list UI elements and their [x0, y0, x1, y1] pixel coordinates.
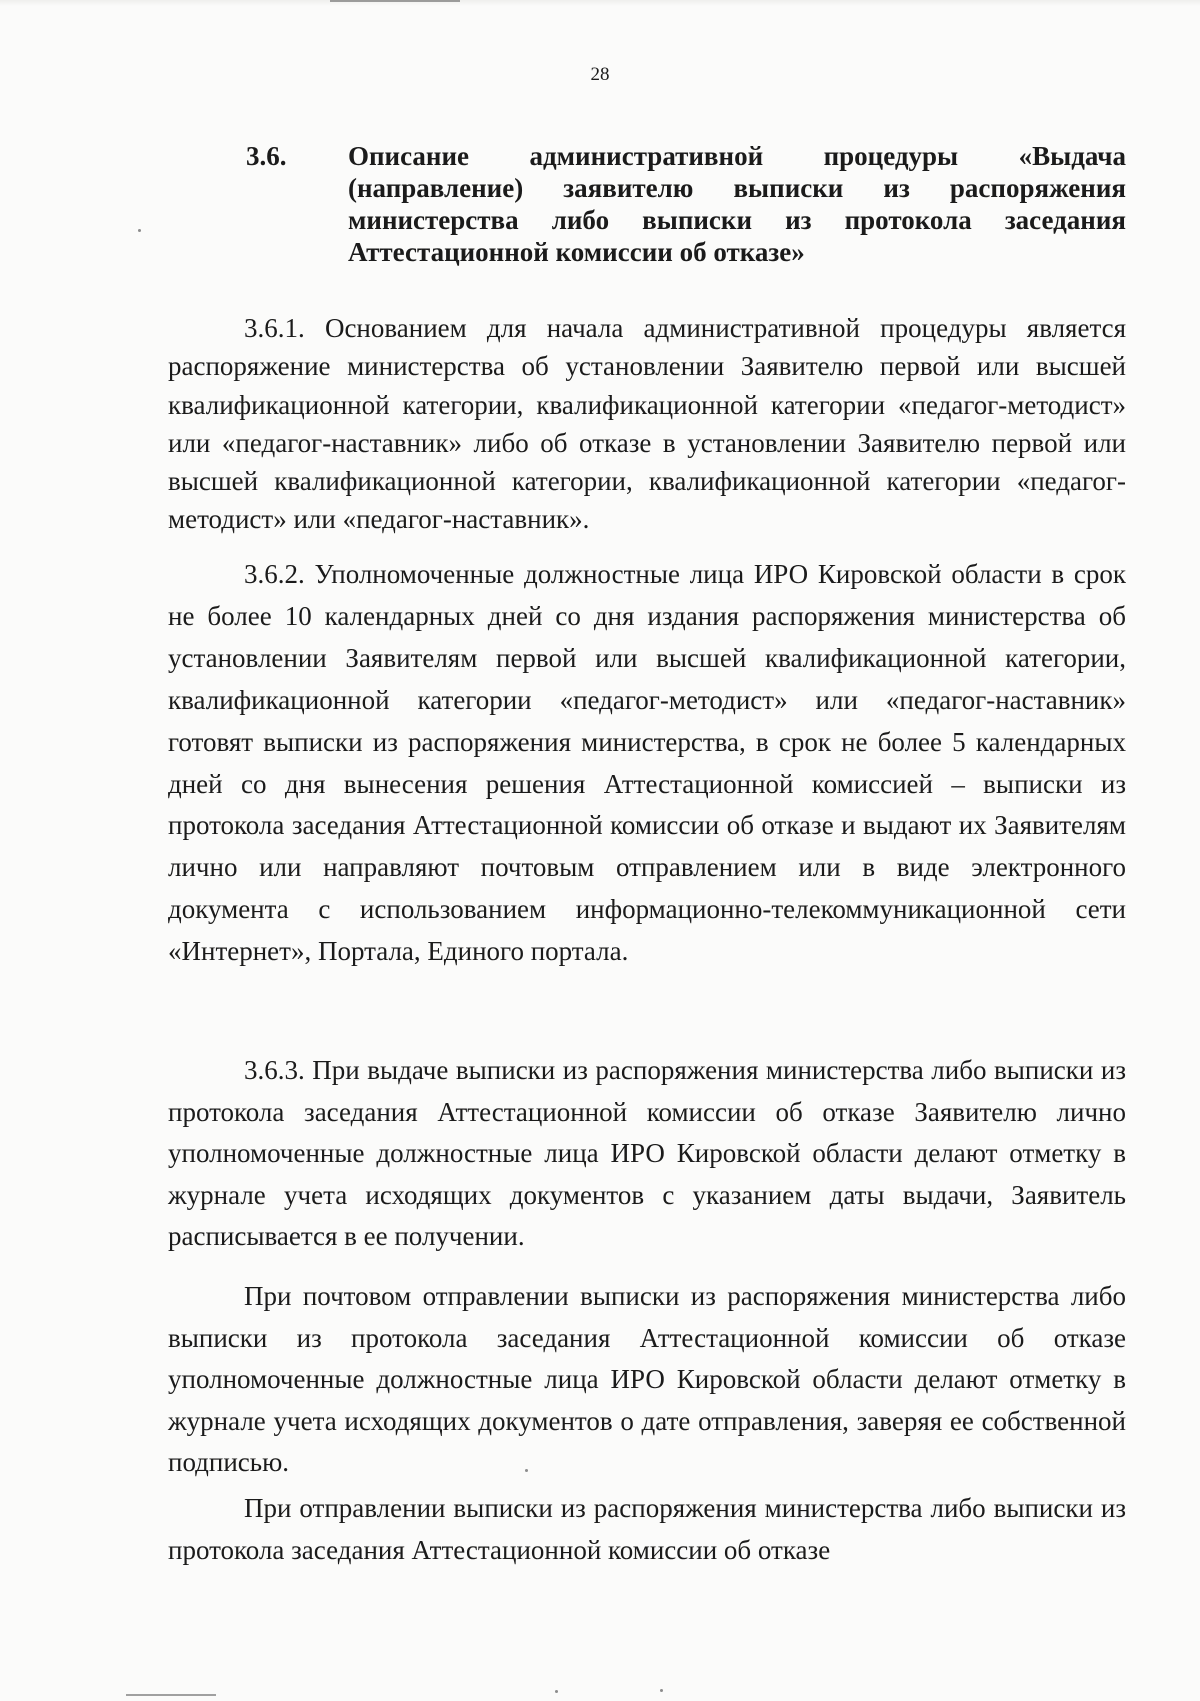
- paragraph-3-6-2: [168, 554, 1126, 973]
- paragraph-text: 3.6.3. При выдаче выписки из распоряжения министерства либо выписки из протокола заседания Аттестационной комиссии об отказе Заявителю лично уполномоченные должностные лица ИРО Кировской области делают отметку в журнале учета исходящих документов с указанием даты выдачи, Заявитель расписывается в ее получении.: [168, 1055, 1126, 1252]
- scan-speck: [555, 1690, 558, 1693]
- section-title: Описание административной процедуры «Выдача (направление) заявителю выписки из распоряжения министерства либо выписки из протокола заседания Аттестационной комиссии об отказе»: [348, 141, 1126, 267]
- paragraph-text: При отправлении выписки из распоряжения министерства либо выписки из протокола заседания Аттестационной комиссии об отказе: [168, 1493, 1126, 1565]
- section-number: 3.6.: [246, 141, 287, 171]
- paragraph-text: 3.6.2. Уполномоченные должностные лица ИРО Кировской области в срок не более 10 календарных дней со дня издания распоряжения министерства об установлении Заявителям первой или высшей квалификационной категории, квалификационной категории «педагог-методист» или «педагог-наставник» готовят выписки из распоряжения министерства, в срок не более 5 календарных дней со дня вынесения решения Аттестационной комиссией – выписки из протокола заседания Аттестационной комиссии об отказе и выдают их Заявителям лично или направляют почтовым отправлением или в виде электронного документа с использованием информационно-телекоммуникационной сети «Интернет», Портала, Единого портала.: [168, 559, 1126, 967]
- paragraph-postal-sending: [168, 1276, 1126, 1484]
- paragraph-3-6-1: [168, 309, 1126, 539]
- paragraph-3-6-3: [168, 1050, 1126, 1258]
- paragraph-text: При почтовом отправлении выписки из распоряжения министерства либо выписки из протокола заседания Аттестационной комиссии об отказе уполномоченные должностные лица ИРО Кировской области делают отметку в журнале учета исходящих документов о дате отправления, заверяя ее собственной подписью.: [168, 1281, 1126, 1478]
- page-number: 28: [590, 64, 610, 85]
- paragraph-text: 3.6.1. Основанием для начала административной процедуры является распоряжение министерства об установлении Заявителю первой или высшей квалификационной категории, квалификационной категории «педагог-методист» или «педагог-наставник» либо об отказе в установлении Заявителю первой или высшей квалификационной категории, квалификационной категории «педагог-методист» или «педагог-наставник».: [168, 313, 1126, 535]
- scan-speck: [138, 229, 141, 232]
- scan-speck: [660, 1689, 663, 1692]
- scan-artifact-top: [330, 0, 460, 2]
- scan-artifact-bottom-left: [126, 1694, 216, 1696]
- paragraph-sending-continued: [168, 1488, 1126, 1571]
- scan-edge-shadow: [0, 0, 1200, 6]
